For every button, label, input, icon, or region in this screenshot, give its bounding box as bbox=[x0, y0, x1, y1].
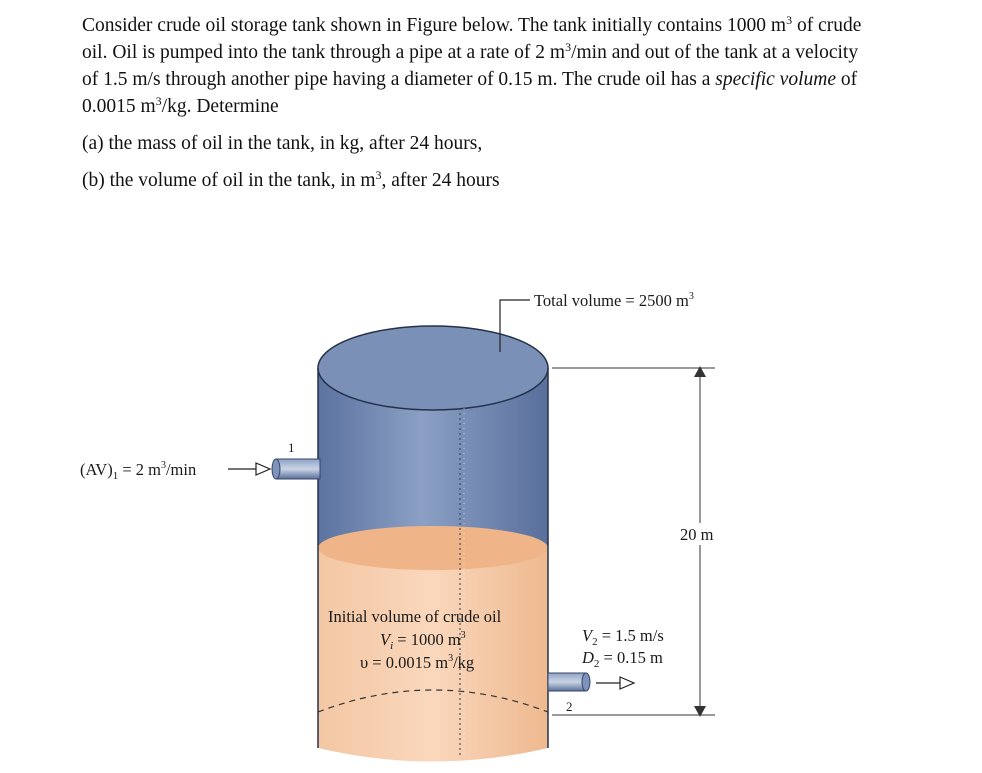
initial-volume-value: $V_i = 1000$ $m^3$ bbox=[380, 630, 466, 652]
total-volume-label: Total volume = 2500 $m^3$ bbox=[534, 291, 694, 310]
question-b: (b) the volume of oil in the tank, in $m^3$, after 24 hours bbox=[82, 168, 500, 191]
tank-top bbox=[318, 326, 548, 410]
inlet-number: 1 bbox=[288, 440, 295, 455]
outlet-pipe bbox=[548, 673, 586, 691]
problem-intro: Consider crude oil storage tank shown in Figure below. The tank initially contains 1000 $m^3$ of crude oil. Oil is pumped into the tank through a pipe at a rate of 2 $m^3/\min$ and out of the tank at a velocity of 1.5 m/s through another pipe having a diameter of 0.15 m. The crude oil has a specific volume of 0.0015 $m^3/kg$. Determine bbox=[82, 13, 862, 117]
initial-volume-title: Initial volume of crude oil bbox=[328, 607, 502, 626]
outlet-diameter-label: $D_2 = 0.15$ m bbox=[582, 648, 663, 670]
outlet-number: 2 bbox=[566, 699, 573, 714]
oil-surface bbox=[318, 526, 548, 570]
outlet-velocity-label: $V_2 = 1.5$ m/s bbox=[582, 626, 664, 648]
height-label: 20 m bbox=[680, 525, 714, 544]
question-a: (a) the mass of oil in the tank, in kg, after 24 hours, bbox=[82, 133, 483, 154]
inlet-rate-label: $(AV)_1 = 2$ $m^3/\min$ bbox=[80, 460, 197, 482]
specific-volume-value: υ = 0.0015 $m^3/kg$ bbox=[360, 653, 475, 672]
inlet-pipe bbox=[276, 459, 320, 479]
